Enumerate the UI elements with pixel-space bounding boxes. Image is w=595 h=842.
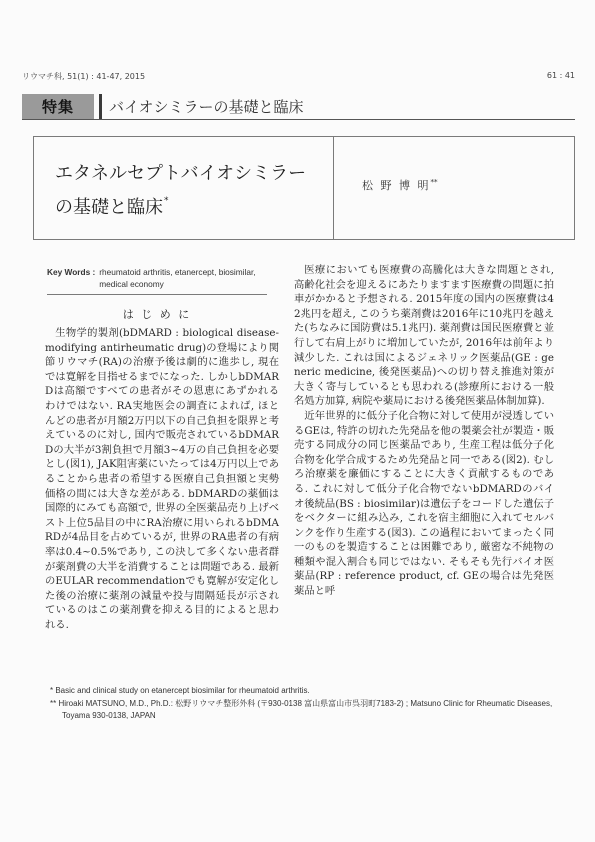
article-title-block [33,136,575,240]
article-title-line-2-text: の基礎と臨床 [55,197,163,218]
footnote-author: ** Hiroaki MATSUNO, M.D., Ph.D.: 松野リウマチ整形外科 (〒930-0138 富山県富山市呉羽町7183-2) ; Matsuno Clinic for Rheumatic Diseases, Toyama 930-0138, JAPAN [50,698,553,720]
body-paragraph: 医療においても医療費の高騰化は大きな問題とされ, 高齢化社会を迎えるにあたりますます医療費の問題に拍車がかかると予想される. 2015年度の国内の医療費は42兆円を超え, このうち薬剤費は2016年に10兆円を越えた(ちなみに国防費は5.1兆円). 薬剤費は国民医療費と並行して右肩上がりに増加していたが, 2016年は前年より減少した. これは国によるジェネリック医薬品(GE : generic medicine, 後発医薬品)への切り替え推進対策が大きく寄与しているとも思われる(診療所における一般名処方加算, 病院や薬局における後発医薬品体制加算). [294,264,554,408]
body-column-left [45,326,279,632]
keywords-text: rheumatoid arthritis, etanercept, biosimilar, medical economy [99,267,256,289]
title-footnote-mark: * [164,196,169,206]
body-column-right [294,263,554,599]
keywords-block [47,266,267,295]
feature-title: バイオシミラーの基礎と臨床 [109,98,304,116]
article-title-line-1: エタネルセプトバイオシミラー [55,163,307,184]
page-number: 61 : 41 [546,71,575,80]
author-box [334,137,574,239]
banner-divider [99,94,102,119]
running-header [22,71,575,82]
article-title-line-2 [55,191,333,225]
keywords-label: Key Words : [47,267,96,277]
author-footnote-mark: ** [430,178,438,187]
author-name: 松 野 博 明 [362,179,431,192]
body-paragraph: 生物学的製剤(bDMARD : biological disease-modifying antirheumatic drug)の登場により関節リウマチ(RA)の治療予後は劇的に進歩し, 現在では寛解を目指せるまでになった. しかしbDMARDは高額ですべての患者がその恩恵にあずかれるわけではない. RA実地医会の調査によれば, ほとんどの患者が月額2万円以下の自己負担を限界と考えているのに対し, 国内で販売されているbDMARDの大半が3割負担で月額3~4万の自己負担を必要とし(図1), JAK阻害薬にいたっては4万円以上であることから患者の希望する医療自己負担額と実勢価格の間には大きな差がある. bDMARDの薬価は国際的にみても高額で, 世界の全医薬品売り上げベスト上位5品目の中にRA治療に用いられるbDMARDが4品目を占めているが, 世界のRA患者の有病率は0.4~0.5%であり, この決して多くない患者群が薬剤費の大半を消費することは問題である. 最新のEULAR recommendationでも寛解が安定化した後の治療に薬剤の減量や投与間隔延長が示されているのはこの薬剤費を抑える目的によると思われる. [45,327,279,631]
feature-label: 特集 [22,94,94,119]
feature-banner [22,94,575,120]
article-title [34,137,334,239]
journal-citation: リウマチ科, 51(1) : 41-47, 2015 [22,72,146,81]
body-paragraph: 近年世界的に低分子化合物に対して使用が浸透しているGEは, 特許の切れた先発品を他の製薬会社が製造・販売する同成分の同じ医薬品であり, 生産工程は低分子化合物を化学合成するため先発品と同一である(図2). むしろ治療薬を廉価にすることに大きく貢献するものである. これに対して低分子化合物でないbDMARDのバイオ後続品(BS : biosimilar)は遺伝子をコードした遺伝子をベクターに組み込み, これを宿主細胞に入れてセルバンクを作り生産する(図3). この過程においてまったく同一のものを製造することは困難であり, 厳密な不純物の種類や混入割合も同じではない. そもそも先行バイオ医薬品(RP : reference product, cf. GEの場合は先発医薬品と呼 [294,409,554,598]
section-heading-introduction: は じ め に [122,308,192,321]
footnotes [50,685,570,723]
footnote-title: * Basic and clinical study on etanercept biosimilar for rheumatoid arthritis. [50,686,310,695]
